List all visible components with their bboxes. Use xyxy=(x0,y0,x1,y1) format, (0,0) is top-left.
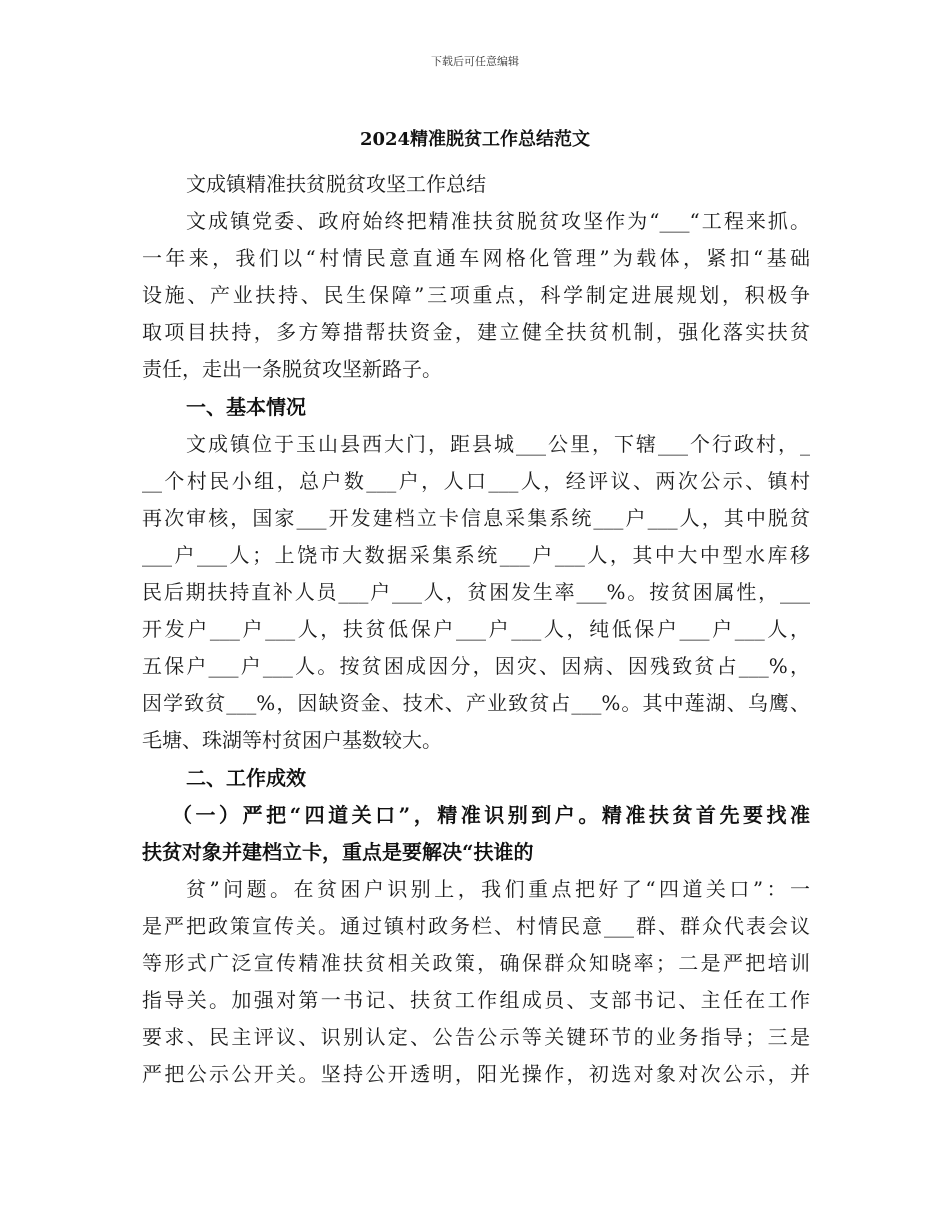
document-title: 2024精准脱贫工作总结范文 xyxy=(359,129,591,150)
subtitle-line: 文成镇精准扶贫脱贫攻坚工作总结 xyxy=(186,172,486,196)
body-line: ___户___人；上饶市大数据采集系统___户___人，其中大中型水库移 xyxy=(142,542,810,567)
body-line: 是严把政策宣传关。通过镇村政务栏、村情民意___群、群众代表会议 xyxy=(142,913,810,938)
body-line: 开发户___户___人，扶贫低保户___户___人，纯低保户___户___人， xyxy=(142,617,810,642)
body-line: 再次审核，国家___开发建档立卡信息采集系统___户___人，其中脱贫 xyxy=(142,505,810,530)
body-line: 五保户___户___人。按贫困成因分，因灾、因病、因残致贫占___%， xyxy=(142,654,810,679)
body-line: 责任，走出一条脱贫攻坚新路子。 xyxy=(142,357,442,382)
body-line: 等形式广泛宣传精准扶贫相关政策，确保群众知晓率；二是严把培训 xyxy=(142,950,810,975)
body-line: 因学致贫___%，因缺资金、技术、产业致贫占___%。其中莲湖、乌鹰、 xyxy=(142,691,810,716)
body-line: 民后期扶持直补人员___户___人，贫困发生率___%。按贫困属性，___ xyxy=(142,580,810,605)
section-heading-basic-situation: 一、基本情况 xyxy=(186,394,306,419)
body-line: 取项目扶持，多方筹措帮扶资金，建立健全扶贫机制，强化落实扶贫 xyxy=(142,320,810,345)
body-line: 毛塘、珠湖等村贫困户基数较大。 xyxy=(142,728,442,753)
body-line: 文成镇位于玉山县西大门，距县城___公里，下辖___个行政村，_ xyxy=(186,431,810,456)
body-line: 设施、产业扶持、民生保障”三项重点，科学制定进展规划，积极争 xyxy=(142,283,810,308)
body-line: 贫”问题。在贫困户识别上，我们重点把好了“四道关口”：一 xyxy=(186,876,810,901)
subsection-heading-line: （一）严把“四道关口”，精准识别到户。精准扶贫首先要找准 xyxy=(172,802,810,827)
body-line: 严把公示公开关。坚持公开透明，阳光操作，初选对象对次公示，并 xyxy=(142,1062,810,1087)
body-line: 要求、民主评议、识别认定、公告公示等关键环节的业务指导；三是 xyxy=(142,1025,810,1050)
document-body xyxy=(142,166,810,1093)
body-line: __个村民小组，总户数___户，人口___人，经评议、两次公示、镇村 xyxy=(142,468,810,493)
body-line: 一年来，我们以“村情民意直通车网格化管理”为载体，紧扣“基础 xyxy=(142,246,810,271)
body-line: 指导关。加强对第一书记、扶贫工作组成员、支部书记、主任在工作 xyxy=(142,988,810,1013)
section-heading-work-results: 二、工作成效 xyxy=(186,765,306,790)
subsection-heading-line: 扶贫对象并建档立卡，重点是要解决“扶谁的 xyxy=(142,839,534,864)
body-line: 文成镇党委、政府始终把精准扶贫脱贫攻坚作为“___“工程来抓。 xyxy=(186,209,810,234)
header-note: 下载后可任意编辑 xyxy=(431,55,519,68)
